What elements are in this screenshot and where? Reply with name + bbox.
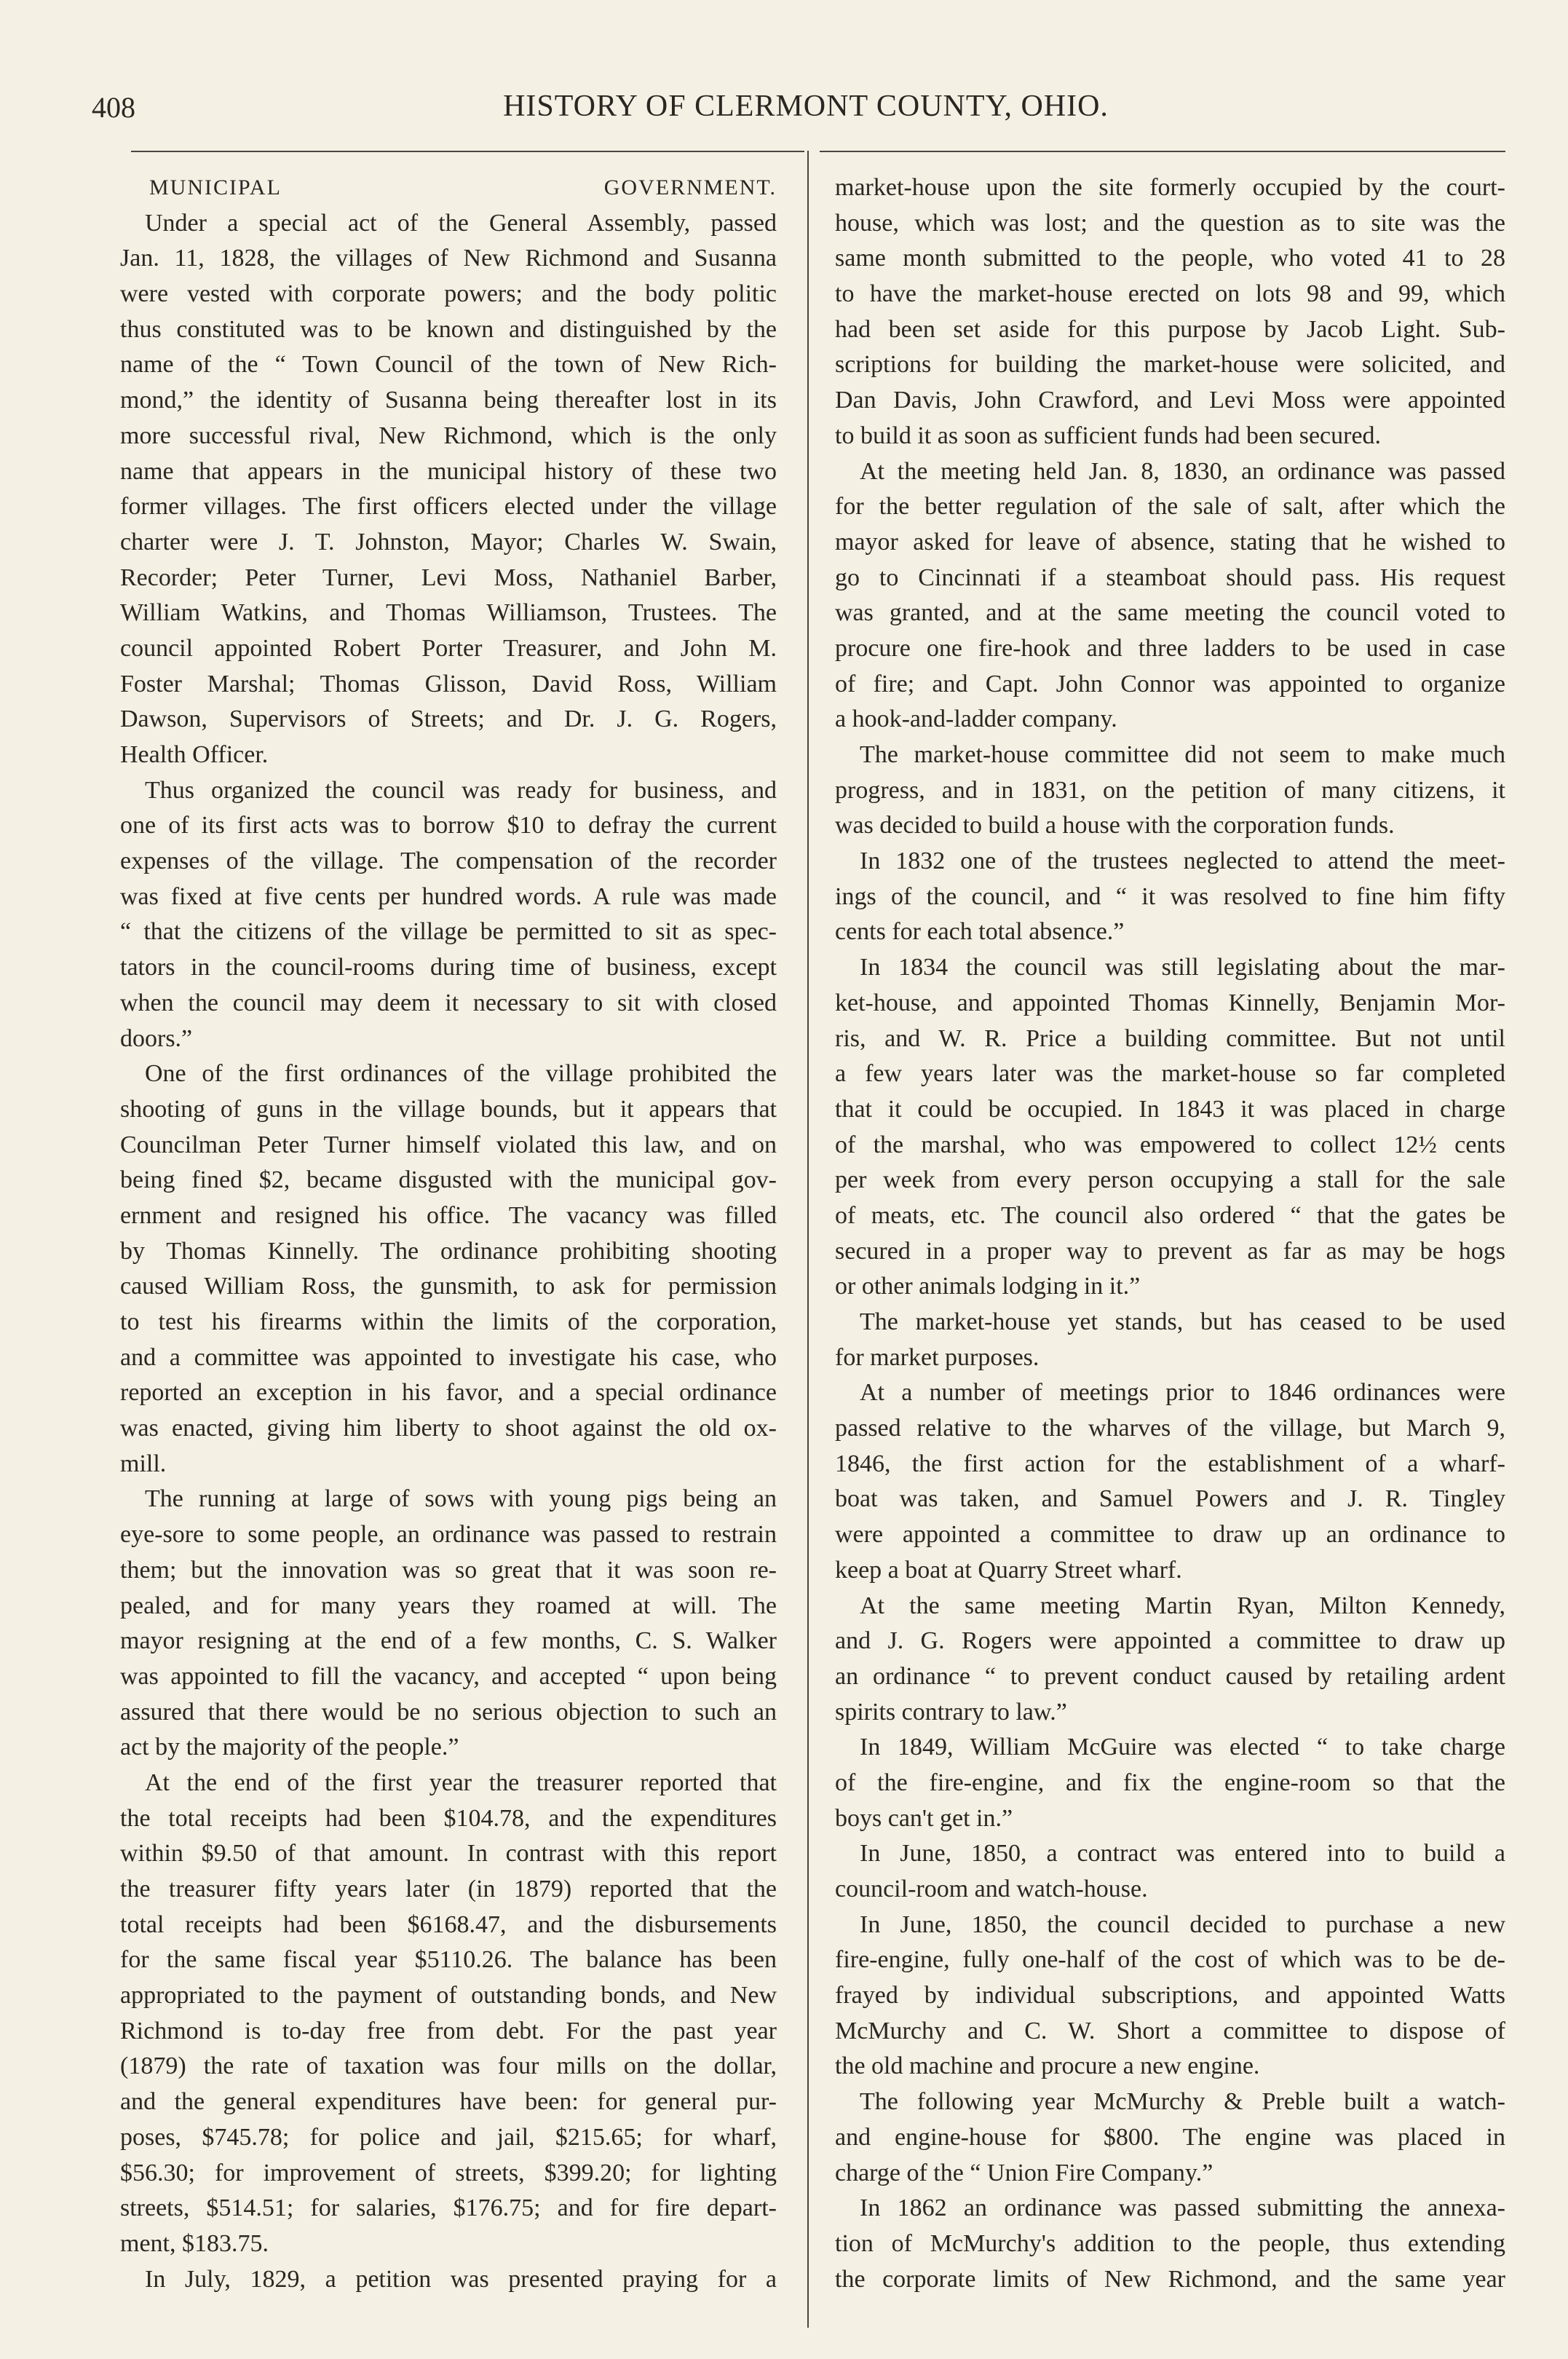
text-line: At the end of the first year the treasurer reported that: [145, 1769, 777, 1796]
text-line: In June, 1850, a contract was entered into to build a: [860, 1840, 1505, 1868]
text-line: by Thomas Kinnelly. The ordinance prohibiting shooting: [120, 1237, 777, 1265]
text-line: In July, 1829, a petition was presented praying for a: [145, 2265, 777, 2293]
right-column-body: [835, 170, 1505, 2297]
text-line: for the same fiscal year $5110.26. The balance has been: [120, 1946, 777, 1974]
text-line: a few years later was the market-house so far completed: [835, 1060, 1505, 1088]
text-line: thus constituted was to be known and distinguished by the: [120, 315, 777, 343]
text-line: was decided to build a house with the corporation funds.: [835, 812, 1395, 839]
running-title: HISTORY OF CLERMONT COUNTY, OHIO.: [503, 90, 1109, 123]
paragraph: [835, 2085, 1505, 2191]
text-line: former villages. The first officers elected under the village: [120, 493, 777, 521]
text-line: was enacted, giving him liberty to shoot against the old ox-: [120, 1415, 777, 1442]
text-line: council-room and watch-house.: [835, 1876, 1148, 1902]
page-number: 408: [92, 91, 135, 124]
text-line: boys can't get in.”: [835, 1804, 1013, 1832]
paragraph: [835, 2191, 1505, 2297]
text-line: being fined $2, became disgusted with the municipal gov-: [120, 1166, 777, 1194]
text-line: (1879) the rate of taxation was four mills on the dollar,: [120, 2052, 777, 2080]
text-line: name that appears in the municipal history of these two: [120, 457, 777, 485]
text-line: In 1834 the council was still legislating about the mar-: [860, 954, 1505, 981]
text-line: ket-house, and appointed Thomas Kinnelly, Benjamin Mor-: [835, 989, 1505, 1016]
header-rule-right: [820, 151, 1505, 152]
text-line: of the fire-engine, and fix the engine-room so that the: [835, 1769, 1505, 1796]
text-line: the old machine and procure a new engine.: [835, 2052, 1260, 2080]
text-line: The market-house yet stands, but has ceased to be used: [860, 1308, 1505, 1335]
text-line: of the marshal, who was empowered to collect 12½ cents: [835, 1131, 1505, 1158]
paragraph: [835, 950, 1505, 1305]
text-line: of fire; and Capt. John Connor was appointed to organize: [835, 670, 1505, 698]
text-line: fire-engine, fully one-half of the cost of which was to be de-: [835, 1946, 1505, 1974]
text-line: were appointed a committee to draw up an ordinance to: [835, 1521, 1505, 1549]
text-line: At the meeting held Jan. 8, 1830, an ordinance was passed: [860, 457, 1505, 485]
paragraph: [835, 1730, 1505, 1836]
text-line: when the council may deem it necessary to sit with closed: [120, 989, 777, 1016]
text-line: to test his firearms within the limits of the corporation,: [120, 1308, 777, 1335]
paragraph: [835, 1589, 1505, 1731]
text-line: Dawson, Supervisors of Streets; and Dr. J. G. Rogers,: [120, 706, 777, 733]
text-line: an ordinance “ to prevent conduct caused by retailing ardent: [835, 1662, 1505, 1690]
text-line: ment, $183.75.: [120, 2229, 269, 2257]
text-line: of meats, etc. The council also ordered “ that the gates be: [835, 1201, 1505, 1229]
text-line: was granted, and at the same meeting the council voted to: [835, 599, 1505, 627]
text-line: $56.30; for improvement of streets, $399.20; for lighting: [120, 2159, 777, 2186]
text-line: was appointed to fill the vacancy, and accepted “ upon being: [120, 1662, 777, 1690]
left-column-body: [120, 206, 777, 2298]
paragraph: [835, 738, 1505, 844]
text-line: and a committee was appointed to investigate his case, who: [120, 1343, 777, 1371]
text-line: to build it as soon as sufficient funds had been secured.: [835, 422, 1382, 449]
paragraph: [120, 2262, 777, 2298]
paragraph: [835, 454, 1505, 738]
text-line: One of the first ordinances of the village prohibited the: [145, 1060, 777, 1088]
paragraph: [120, 1056, 777, 1482]
text-line: progress, and in 1831, on the petition of many citizens, it: [835, 776, 1505, 804]
text-line: The following year McMurchy & Preble built a watch-: [860, 2088, 1505, 2116]
text-line: name of the “ Town Council of the town of New Rich-: [120, 351, 777, 379]
text-line: scriptions for building the market-house were solicited, and: [835, 351, 1505, 379]
text-line: the total receipts had been $104.78, and the expenditures: [120, 1804, 777, 1832]
text-line: pealed, and for many years they roamed at will. The: [120, 1592, 777, 1619]
text-line: act by the majority of the people.”: [120, 1734, 459, 1761]
text-line: tators in the council-rooms during time of business, except: [120, 954, 777, 981]
text-line: caused William Ross, the gunsmith, to ask for permission: [120, 1273, 777, 1300]
text-line: Jan. 11, 1828, the villages of New Richmond and Susanna: [120, 245, 777, 272]
text-line: to have the market-house erected on lots 98 and 99, which: [835, 280, 1505, 308]
paragraph: [835, 844, 1505, 950]
section-heading: MUNICIPAL GOVERNMENT.: [149, 175, 777, 199]
text-line: reported an exception in his favor, and a special ordinance: [120, 1379, 777, 1407]
text-line: Richmond is to-day free from debt. For the past year: [120, 2017, 777, 2044]
text-line: At the same meeting Martin Ryan, Milton Kennedy,: [860, 1592, 1505, 1619]
text-line: market-house upon the site formerly occupied by the court-: [835, 174, 1505, 201]
paragraph: [835, 1375, 1505, 1588]
text-line: total receipts had been $6168.47, and the disbursements: [120, 1910, 777, 1938]
text-line: Under a special act of the General Assembly, passed: [145, 209, 777, 237]
paragraph: [120, 206, 777, 773]
text-line: the corporate limits of New Richmond, and the same year: [835, 2265, 1505, 2293]
text-line: keep a boat at Quarry Street wharf.: [835, 1556, 1182, 1584]
text-line: ings of the council, and “ it was resolved to fine him fifty: [835, 882, 1505, 910]
text-line: At a number of meetings prior to 1846 ordinances were: [860, 1379, 1505, 1407]
text-line: the treasurer fifty years later (in 1879) reported that the: [120, 1876, 777, 1902]
paragraph: [120, 773, 777, 1057]
text-line: frayed by individual subscriptions, and appointed Watts: [835, 1982, 1505, 2010]
text-line: mond,” the identity of Susanna being thereafter lost in its: [120, 387, 777, 414]
text-line: and engine-house for $800. The engine was placed in: [835, 2123, 1505, 2151]
text-line: Recorder; Peter Turner, Levi Moss, Nathaniel Barber,: [120, 564, 777, 591]
text-line: charge of the “ Union Fire Company.”: [835, 2159, 1213, 2186]
text-line: and the general expenditures have been: for general pur-: [120, 2088, 777, 2116]
text-line: “ that the citizens of the village be permitted to sit as spec-: [120, 918, 777, 946]
text-line: one of its first acts was to borrow $10 to defray the current: [120, 812, 777, 839]
text-line: In 1849, William McGuire was elected “ to take charge: [860, 1734, 1505, 1761]
paragraph: [835, 1836, 1505, 1907]
text-line: doors.”: [120, 1024, 193, 1052]
text-line: and J. G. Rogers were appointed a committee to draw up: [835, 1627, 1505, 1655]
header-rule-left: [131, 151, 804, 152]
text-line: The market-house committee did not seem to make much: [860, 741, 1505, 768]
text-line: ris, and W. R. Price a building committee. But not until: [835, 1024, 1505, 1052]
text-line: mayor resigning at the end of a few months, C. S. Walker: [120, 1627, 777, 1655]
paragraph: [120, 1482, 777, 1766]
text-line: charter were J. T. Johnston, Mayor; Charles W. Swain,: [120, 528, 777, 556]
text-line: for market purposes.: [835, 1343, 1040, 1371]
text-line: go to Cincinnati if a steamboat should pass. His request: [835, 564, 1505, 591]
text-line: house, which was lost; and the question as to site was the: [835, 209, 1505, 237]
text-line: shooting of guns in the village bounds, but it appears that: [120, 1095, 777, 1123]
text-line: a hook-and-ladder company.: [835, 706, 1117, 733]
text-line: In 1862 an ordinance was passed submitting the annexa-: [860, 2194, 1505, 2222]
text-line: passed relative to the wharves of the village, but March 9,: [835, 1415, 1505, 1442]
text-line: poses, $745.78; for police and jail, $215.65; for wharf,: [120, 2123, 777, 2151]
text-line: Dan Davis, John Crawford, and Levi Moss were appointed: [835, 387, 1505, 414]
text-line: McMurchy and C. W. Short a committee to dispose of: [835, 2017, 1505, 2044]
text-line: Thus organized the council was ready for business, and: [145, 776, 777, 804]
text-line: expenses of the village. The compensation of the recorder: [120, 847, 777, 875]
text-line: appropriated to the payment of outstanding bonds, and New: [120, 1982, 777, 2010]
text-line: within $9.50 of that amount. In contrast with this report: [120, 1840, 777, 1868]
text-line: In 1832 one of the trustees neglected to attend the meet-: [860, 847, 1505, 875]
paragraph: [835, 1305, 1505, 1375]
text-line: cents for each total absence.”: [835, 918, 1125, 946]
text-line: mill.: [120, 1450, 167, 1477]
text-line: had been set aside for this purpose by Jacob Light. Sub-: [835, 315, 1505, 343]
text-line: were vested with corporate powers; and the body politic: [120, 280, 777, 308]
text-line: ernment and resigned his office. The vacancy was filled: [120, 1201, 777, 1229]
paragraph: [835, 1908, 1505, 2085]
text-line: The running at large of sows with young pigs being an: [145, 1485, 777, 1513]
text-line: that it could be occupied. In 1843 it was placed in charge: [835, 1095, 1505, 1123]
text-line: tion of McMurchy's addition to the people, thus extending: [835, 2229, 1505, 2257]
paragraph: [120, 1766, 777, 2262]
text-line: council appointed Robert Porter Treasurer, and John M.: [120, 634, 777, 662]
text-line: more successful rival, New Richmond, which is the only: [120, 422, 777, 449]
right-column: [835, 170, 1505, 2297]
text-line: Foster Marshal; Thomas Glisson, David Ross, William: [120, 670, 777, 698]
text-line: mayor asked for leave of absence, stating that he wished to: [835, 528, 1505, 556]
column-divider: [807, 151, 809, 2328]
text-line: In June, 1850, the council decided to purchase a new: [860, 1910, 1505, 1938]
text-line: streets, $514.51; for salaries, $176.75; and for fire depart-: [120, 2194, 777, 2222]
paragraph: [835, 170, 1505, 454]
text-line: Health Officer.: [120, 741, 269, 768]
text-line: was fixed at five cents per hundred words. A rule was made: [120, 882, 777, 910]
text-line: or other animals lodging in it.”: [835, 1273, 1141, 1300]
text-line: procure one fire-hook and three ladders to be used in case: [835, 634, 1505, 662]
text-line: assured that there would be no serious objection to such an: [120, 1698, 777, 1726]
text-line: William Watkins, and Thomas Williamson, Trustees. The: [120, 599, 777, 627]
text-line: Councilman Peter Turner himself violated this law, and on: [120, 1131, 777, 1158]
text-line: per week from every person occupying a stall for the sale: [835, 1166, 1505, 1194]
text-line: spirits contrary to law.”: [835, 1698, 1067, 1726]
text-line: them; but the innovation was so great that it was soon re-: [120, 1556, 777, 1584]
text-line: eye-sore to some people, an ordinance was passed to restrain: [120, 1521, 777, 1549]
text-line: secured in a proper way to prevent as far as may be hogs: [835, 1237, 1505, 1265]
text-line: 1846, the first action for the establishment of a wharf-: [835, 1450, 1505, 1477]
text-line: same month submitted to the people, who voted 41 to 28: [835, 245, 1505, 272]
text-line: for the better regulation of the sale of salt, after which the: [835, 493, 1505, 521]
left-column: [120, 170, 777, 2297]
text-line: boat was taken, and Samuel Powers and J. R. Tingley: [835, 1485, 1505, 1513]
